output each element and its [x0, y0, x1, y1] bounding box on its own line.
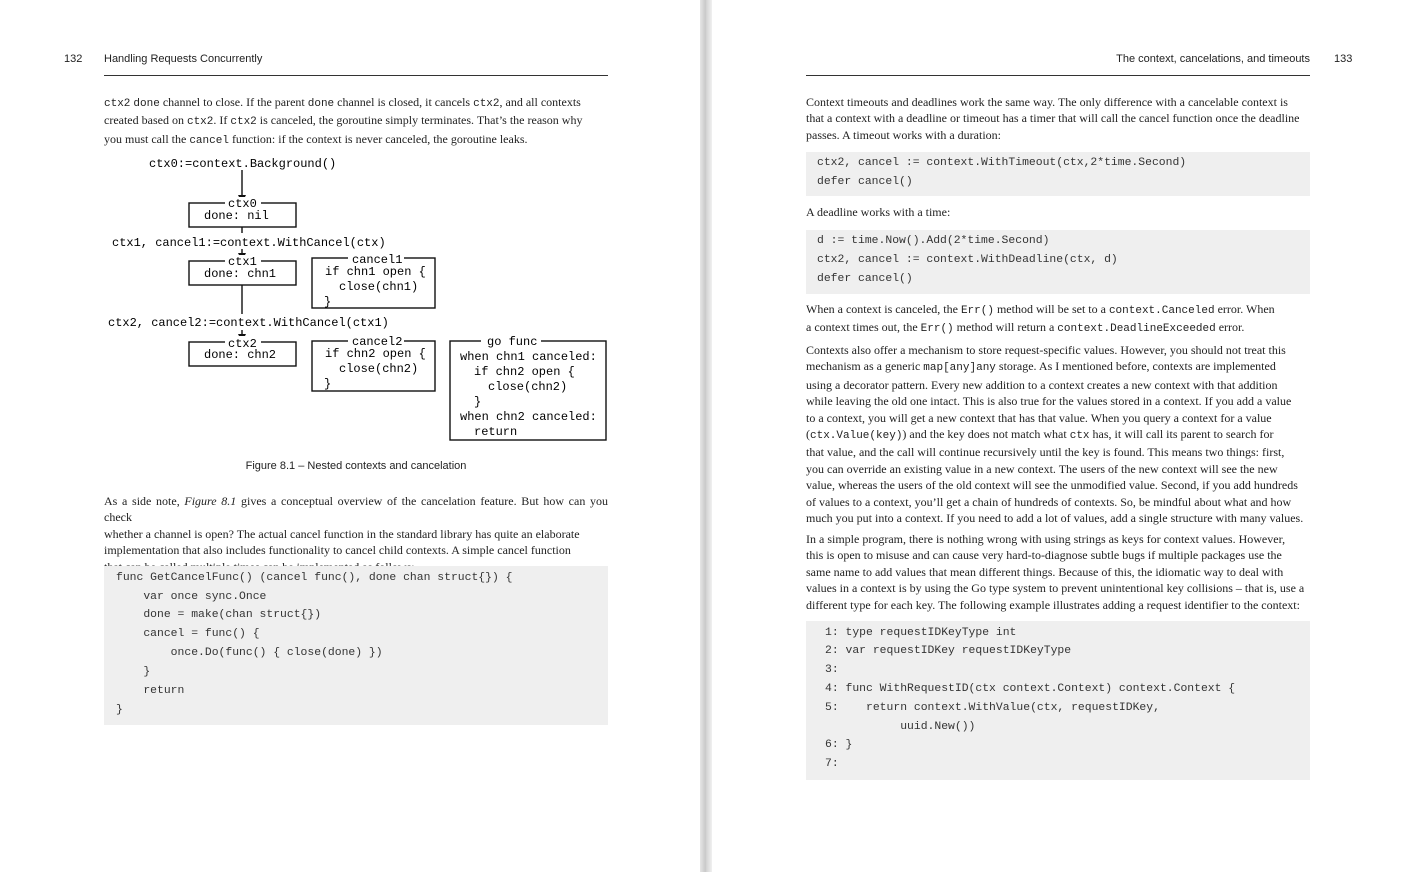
text-line: Contexts also offer a mechanism to store request-specific values. However, you should not treat this — [806, 343, 1286, 357]
diagram-label: ctx2, cancel2:=context.WithCancel(ctx1) — [108, 316, 389, 330]
text-line: you can override an existing value in a new context. The users of the new context will see the new — [806, 461, 1278, 476]
header-rule — [806, 75, 1310, 76]
right-page — [712, 0, 1412, 872]
page-number: 132 — [64, 53, 83, 65]
code-line: } — [116, 704, 123, 716]
paragraph-2: A deadline works with a time: — [806, 205, 951, 219]
box-body: close(chn2) — [488, 380, 568, 394]
text-line: while leaving the old one intact. This is also true for the values stored in a context. If you add a value — [806, 394, 1292, 409]
text-line: value, whereas the users of the old context will see the unmodified value. Second, if you add hundreds — [806, 478, 1298, 493]
diagram-label: ctx0:=context.Background() — [149, 157, 337, 171]
paragraph-3 — [806, 301, 1310, 338]
diagram-label: ctx1, cancel1:=context.WithCancel(ctx) — [112, 236, 386, 250]
text-line: created based on ctx2. If ctx2 is canceled, the goroutine simply terminates. That’s the reason why — [104, 113, 583, 129]
box-body: } — [474, 395, 482, 409]
box-title: cancel1 — [352, 253, 403, 267]
text-line: that value, and the call will continue recursively until the key is found. This means two things: first, — [806, 445, 1285, 460]
left-page — [0, 0, 700, 872]
text-line: using a decorator pattern. Every new addition to a context creates a new context with that addition — [806, 377, 1278, 392]
text-line: of values to a context, you’ll get a chain of hundreds of contexts. So, be mindful about what and how — [806, 494, 1292, 509]
box-body: close(chn1) — [339, 280, 419, 294]
paragraph-1 — [806, 94, 1310, 143]
box-body: done: chn2 — [204, 348, 277, 362]
code-line: var once sync.Once — [116, 591, 267, 603]
code-line: 3: — [825, 664, 839, 676]
code-line: once.Do(func() { close(done) }) — [116, 647, 383, 659]
box-body: if chn1 open { — [325, 265, 426, 279]
text-line: that a context with a deadline or timeout has a timer that will call the cancel function once the deadline — [806, 111, 1300, 126]
box-body: done: nil — [204, 209, 269, 223]
box-title: ctx1 — [228, 255, 257, 269]
paragraph-5 — [806, 531, 1310, 613]
nested-contexts-diagram — [100, 150, 615, 450]
paragraph-4 — [806, 342, 1310, 526]
code-line: 6: } — [825, 739, 853, 751]
box-title: ctx0 — [228, 197, 257, 211]
paragraph-1 — [104, 94, 608, 149]
box-body: when chn1 canceled: — [460, 350, 597, 364]
code-line: 1: type requestIDKeyType int — [825, 627, 1017, 639]
box-body: if chn2 open { — [325, 347, 426, 361]
box-body: done: chn1 — [204, 267, 277, 281]
text-line: whether a channel is open? The actual cancel function in the standard library has quite an elaborate — [104, 526, 580, 541]
code-block — [104, 566, 608, 725]
text-line: you must call the cancel function: if the context is never canceled, the goroutine leaks. — [104, 131, 528, 147]
text-line: As a side note, Figure 8.1 gives a conceptual overview of the cancelation feature. But how can you check — [104, 494, 609, 525]
text-line: passes. A timeout works with a duration: — [806, 127, 1001, 142]
code-line: ctx2, cancel := context.WithDeadline(ctx, d) — [817, 254, 1118, 266]
code-line: ctx2, cancel := context.WithTimeout(ctx,2*time.Second) — [817, 157, 1187, 169]
code-line: defer cancel() — [817, 273, 913, 285]
figure-caption: Figure 8.1 – Nested contexts and cancelation — [245, 460, 467, 472]
code-line: } — [116, 666, 151, 678]
text-line: much you put into a context. If you need to add a lot of values, add a single structure with many values. — [806, 511, 1304, 526]
code-line: uuid.New()) — [825, 721, 976, 733]
code-line: 7: — [825, 758, 839, 770]
running-head: Handling Requests Concurrently — [104, 53, 263, 65]
text-line: same name to add values that mean different things. Because of this, the idiomatic way to deal with — [806, 564, 1284, 579]
box-title: cancel2 — [352, 335, 403, 349]
book-gutter — [700, 0, 712, 872]
code-block — [806, 621, 1310, 780]
header-rule — [104, 75, 608, 76]
text-line: In a simple program, there is nothing wrong with using strings as keys for context values. However, — [806, 532, 1286, 546]
code-line: func GetCancelFunc() (cancel func(), done chan struct{}) { — [116, 572, 513, 584]
text-line: ctx2 done channel to close. If the parent done channel is closed, it cancels ctx2, and all contexts — [104, 95, 581, 110]
box-title: go func — [487, 335, 538, 349]
box-body: close(chn2) — [339, 362, 419, 376]
box-body: return — [474, 425, 518, 439]
page-number: 133 — [1334, 53, 1353, 65]
text-line: (ctx.Value(key)) and the key does not match what ctx has, it will call its parent to search for — [806, 427, 1274, 443]
code-line: 4: func WithRequestID(ctx context.Context) context.Context { — [825, 683, 1236, 695]
code-line: 5: return context.WithValue(ctx, requestIDKey, — [825, 702, 1160, 714]
text-line: implementation that also includes functionality to cancel child contexts. A simple cancel function — [104, 543, 571, 558]
text-line: When a context is canceled, the Err() method will be set to a context.Canceled error. When — [806, 302, 1275, 317]
box-body: if chn2 open { — [474, 365, 575, 379]
code-line: done = make(chan struct{}) — [116, 609, 322, 621]
code-line: cancel = func() { — [116, 628, 260, 640]
code-block — [806, 152, 1310, 196]
code-line: d := time.Now().Add(2*time.Second) — [817, 235, 1050, 247]
text-line: values in a context is by using the Go type system to prevent unintentional key collisions – that is, use a — [806, 581, 1305, 596]
box-body: when chn2 canceled: — [460, 410, 597, 424]
text-line: a context times out, the Err() method will return a context.DeadlineExceeded error. — [806, 320, 1245, 336]
code-line: return — [116, 685, 185, 697]
box-body: } — [324, 377, 332, 391]
box-title: ctx2 — [228, 337, 257, 351]
code-line: 2: var requestIDKey requestIDKeyType — [825, 645, 1072, 657]
text-line: this is open to misuse and can cause very hard-to-diagnose subtle bugs if multiple packages use the — [806, 548, 1282, 563]
running-head: The context, cancelations, and timeouts — [1116, 53, 1310, 65]
code-block — [806, 230, 1310, 294]
text-line: mechanism as a generic map[any]any storage. As I mentioned before, contexts are implemented — [806, 359, 1276, 375]
paragraph-2 — [104, 493, 608, 575]
text-line: to a context, you will get a new context that has that value. When you query a context for a value — [806, 410, 1272, 425]
text-line: different type for each key. The following example illustrates adding a request identifier to the context: — [806, 597, 1300, 612]
text-line: Context timeouts and deadlines work the same way. The only difference with a cancelable context is — [806, 95, 1288, 109]
code-line: defer cancel() — [817, 176, 913, 188]
box-body: } — [324, 295, 332, 309]
